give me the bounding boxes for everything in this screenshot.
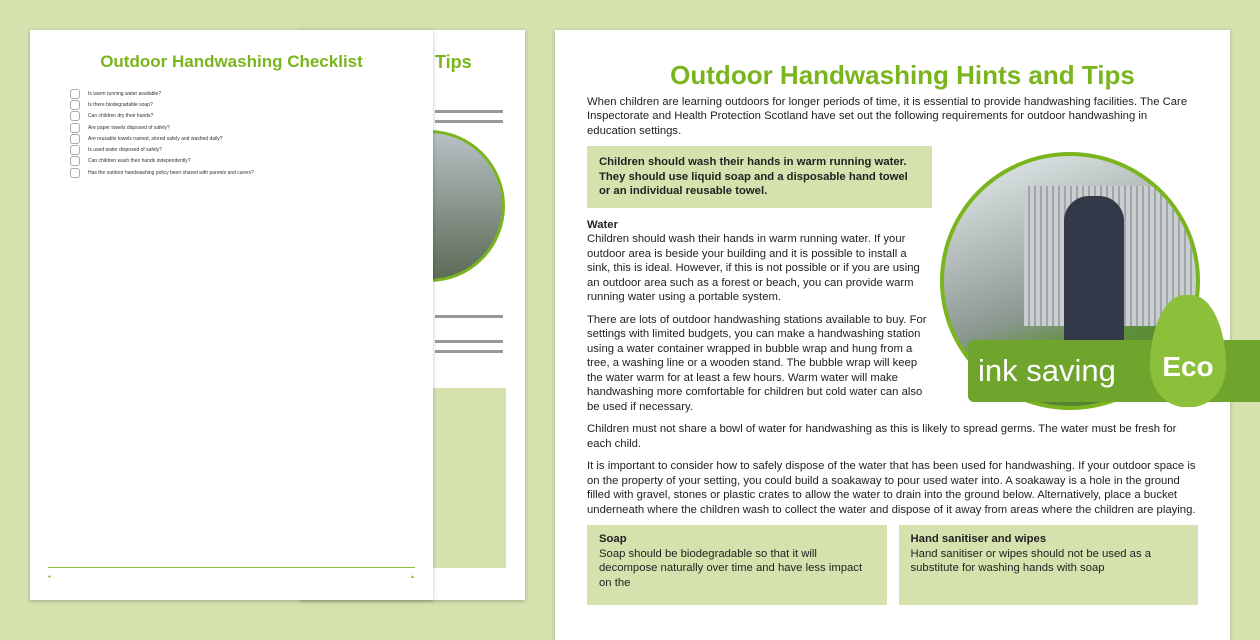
checklist-item[interactable] bbox=[70, 99, 433, 110]
eco-label: Eco bbox=[1162, 351, 1214, 382]
checkbox[interactable] bbox=[70, 100, 80, 110]
intro-text: When children are learning outdoors for longer periods of time, it is essential to provide handwashing facilities. The Care Inspectorate and Health Protection Scotland have set out the following requirements for outdoor handwashing in education settings. bbox=[587, 95, 1188, 137]
tips-page bbox=[555, 30, 1230, 640]
stations-text: There are lots of outdoor handwashing stations available to buy. For settings with limited budgets, you can make a handwashing station using a water container wrapped in bubble wrap and hung from a tree, a washing line or a wooden stand. The bubble wrap will keep the water warm for at least a few hours. Warm water will make handwashing more comfortable for children but cold water can also be used if necessary. bbox=[587, 313, 927, 413]
checklist-title: Outdoor Handwashing Checklist bbox=[100, 52, 363, 71]
checklist bbox=[70, 88, 433, 178]
checklist-label: Can children wash their hands independently? bbox=[88, 158, 191, 165]
checklist-label: Can children dry their hands? bbox=[88, 113, 154, 120]
logo-icon: ▲ bbox=[410, 574, 415, 580]
info-boxes bbox=[587, 525, 1198, 605]
checklist-item[interactable] bbox=[70, 167, 433, 178]
text-line bbox=[435, 315, 503, 318]
checklist-item[interactable] bbox=[70, 111, 433, 122]
text-line bbox=[435, 350, 503, 353]
checkbox[interactable] bbox=[70, 134, 80, 144]
checkbox[interactable] bbox=[70, 123, 80, 133]
checklist-item[interactable] bbox=[70, 88, 433, 99]
checklist-label: Is warm running water available? bbox=[88, 90, 162, 97]
soap-box bbox=[587, 525, 887, 605]
checkbox[interactable] bbox=[70, 89, 80, 99]
soap-text: Soap should be biodegradable so that it will decompose naturally over time and have less impact on the bbox=[599, 547, 863, 589]
checklist-label: Is there biodegradable soap? bbox=[88, 101, 153, 108]
checklist-label: Has the outdoor handwashing policy been shared with parents and carers? bbox=[88, 169, 254, 176]
callout-box: Children should wash their hands in warm running water. They should use liquid soap and a disposable hand towel or an individual reusable towel. bbox=[587, 146, 932, 208]
dispose-text: It is important to consider how to safely dispose of the water that has been used for handwashing. If your outdoor space is on the property of your setting, you could build a soakaway to pour used water into. A soakaway is a hole in the ground filled with gravel, stones or plastic crates to allow the water to drain into the ground below. Alternatively, place a bucket underneath where the children wash to collect the water and dispose of it away from areas where the children are playing. bbox=[587, 460, 1196, 516]
checklist-item[interactable] bbox=[70, 144, 433, 155]
checkbox[interactable] bbox=[70, 156, 80, 166]
checklist-page bbox=[30, 30, 433, 600]
checkbox[interactable] bbox=[70, 168, 80, 178]
soap-heading: Soap bbox=[599, 533, 627, 545]
bowl-text: Children must not share a bowl of water for handwashing as this is likely to spread germs. The water must be fresh for each child. bbox=[587, 423, 1177, 450]
checklist-label: Are reusable towels named, stored safely and washed daily? bbox=[88, 135, 223, 142]
back-page-callout bbox=[430, 388, 506, 568]
sanitiser-text: Hand sanitiser or wipes should not be used as a substitute for washing hands with soap bbox=[910, 547, 1152, 574]
back-page-title: Tips bbox=[435, 52, 472, 72]
checklist-item[interactable] bbox=[70, 156, 433, 167]
water-text: Children should wash their hands in warm running water. If your outdoor area is beside your building and it is possible to install a sink, this is ideal. However, if this is not possible or if you are using an outdoor area such as a forest or beach, you can provide warm running water using a portable system. bbox=[587, 233, 920, 303]
sanitiser-heading: Hand sanitiser and wipes bbox=[910, 533, 1047, 545]
text-line bbox=[435, 120, 503, 123]
text-line bbox=[435, 110, 503, 113]
checklist-label: Is used water disposed of safely? bbox=[88, 147, 162, 154]
logo-icon: ● bbox=[48, 574, 52, 580]
water-heading: Water bbox=[587, 218, 618, 231]
ink-saving-label: ink saving bbox=[978, 353, 1116, 388]
checklist-label: Are paper towels disposed of safely? bbox=[88, 124, 170, 131]
page-title: Outdoor Handwashing Hints and Tips bbox=[670, 60, 1135, 90]
checklist-item[interactable] bbox=[70, 122, 433, 133]
checklist-item[interactable] bbox=[70, 133, 433, 144]
checkbox[interactable] bbox=[70, 145, 80, 155]
checkbox[interactable] bbox=[70, 111, 80, 121]
sanitiser-box bbox=[899, 525, 1199, 605]
water-section bbox=[587, 218, 932, 305]
text-line bbox=[435, 340, 503, 343]
page-footer bbox=[48, 567, 415, 580]
